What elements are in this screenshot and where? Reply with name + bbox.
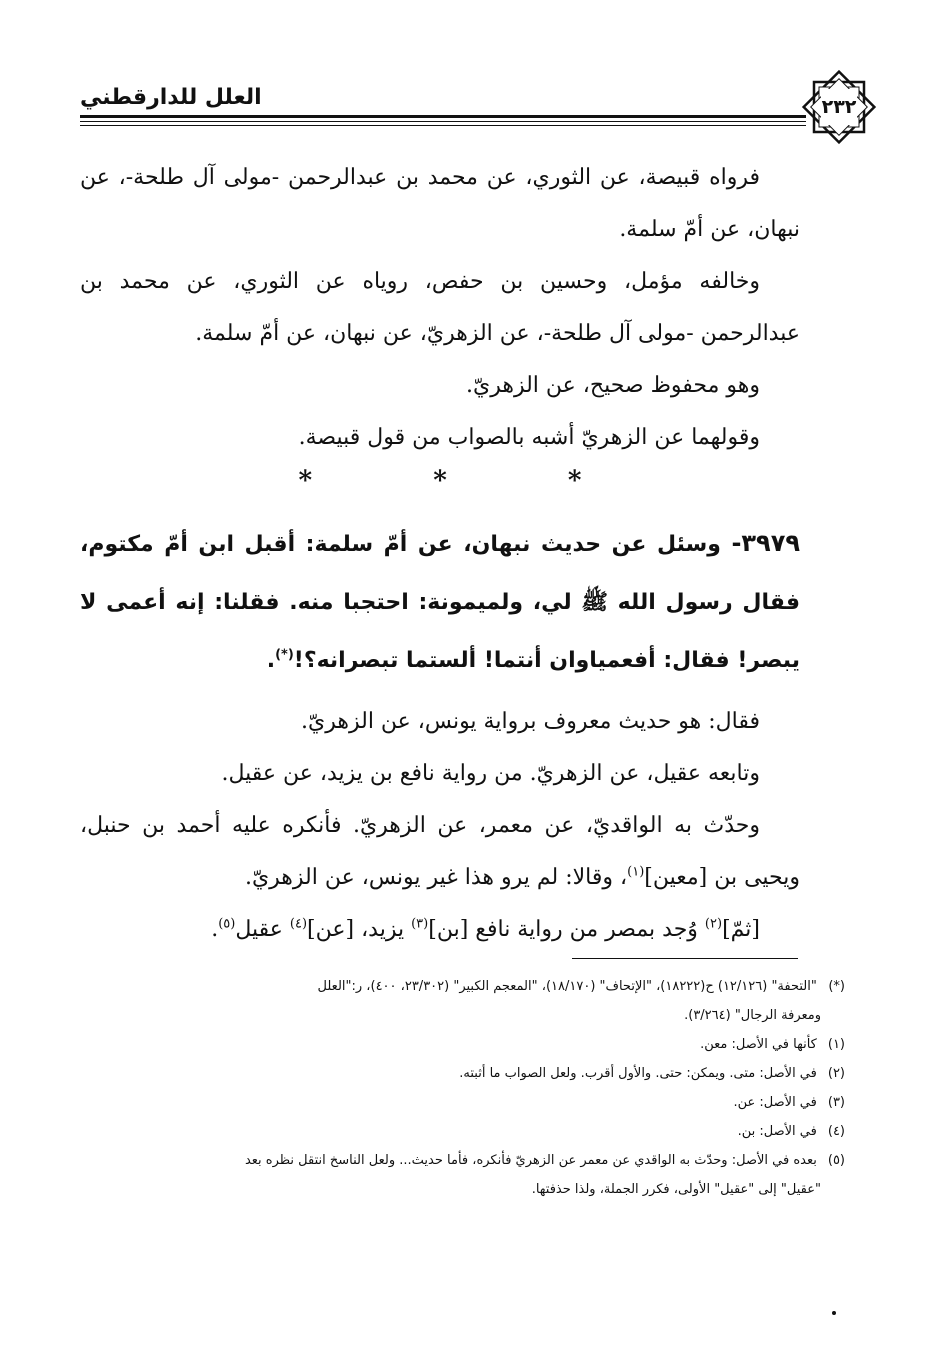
main-text xyxy=(80,152,800,956)
paragraph: فقال: هو حديث معروف برواية يونس، عن الزهريّ. xyxy=(301,709,760,734)
question-text: وسئل عن حديث نبهان، عن أمّ سلمة: أقبل ابن أمّ مكتوم، فقال رسول الله ﷺ لي، ولميمونة: احتجبا منه. فقلنا: إنه أعمى لا يبصر! فقال: أفعمياوان أنتما! ألستما تبصرانه؟! xyxy=(80,532,800,673)
footnote-3: (٣) في الأصل: عن. xyxy=(733,1095,845,1110)
header-rules xyxy=(80,115,806,129)
question-heading: ٣٩٧٩- وسئل عن حديث نبهان، عن أمّ سلمة: أقبل ابن أمّ مكتوم، فقال رسول الله ﷺ لي، ولميمونة: احتجبا منه. فقلنا: إنه أعمى لا يبصر! فقال: أفعمياوان أنتما! ألستما تبصرانه؟!(*). xyxy=(80,529,800,673)
footnote-star: (*) "التحفة" (١٢/١٢٦) ح(١٨٢٢٢)، "الإتحاف" (١٨/١٧٠)، "المعجم الكبير" (٢٣/٣٠٢، ٤٠٠)، ر:"العلل xyxy=(317,979,845,994)
footnote-ref: (٢) xyxy=(704,916,723,932)
paragraph: وقولهما عن الزهريّ أشبه بالصواب من قول قبيصة. xyxy=(298,425,760,450)
paragraph: فرواه قبيصة، عن الثوري، عن محمد بن عبدالرحمن -مولى آل طلحة-، عن نبهان، عن أمّ سلمة. xyxy=(80,165,800,242)
section-separator: * * * xyxy=(298,466,638,496)
footnote-4: (٤) في الأصل: بن. xyxy=(737,1124,845,1139)
running-title: العلل للدارقطني xyxy=(80,85,262,110)
footnote-2: (٢) في الأصل: متى. ويمكن: حتى. والأول أقرب. ولعل الصواب ما أثبته. xyxy=(459,1066,845,1081)
footnote-ref: (٣) xyxy=(411,916,429,932)
paragraph: وتابعه عقيل، عن الزهريّ. من رواية نافع بن يزيد، عن عقيل. xyxy=(221,761,760,786)
footnote-1: (١) كأنها في الأصل: معن. xyxy=(700,1037,845,1052)
page-number-badge xyxy=(800,68,878,146)
paragraph: [ثمّ]$^{(٢)}$ وُجد بمصر من رواية نافع [بن]$^{(٣)}$ يزيد، [عن]$^{(٤)}$ عقيل$^{(٥)}$. xyxy=(211,916,760,942)
footnote-5-cont: "عقيل" إلى "عقيل" الأولى، فكرر الجملة، ولذا حذفتها. xyxy=(531,1182,821,1197)
question-number: ٣٩٧٩- xyxy=(731,529,800,557)
paragraph: وخالفه مؤمل، وحسين بن حفص، روياه عن الثوري، عن محمد بن عبدالرحمن -مولى آل طلحة-، عن الزهريّ، عن نبهان، عن أمّ سلمة. xyxy=(80,269,800,346)
paragraph: وحدّث به الواقديّ، عن معمر، عن الزهريّ. فأنكره عليه أحمد بن حنبل، ويحيى بن [معين]$^{(١)}$، وقالا: لم يرو هذا غير يونس، عن الزهريّ. xyxy=(80,813,800,890)
footnote-ref: (٥) xyxy=(218,916,236,932)
paragraph: وهو محفوظ صحيح، عن الزهريّ. xyxy=(466,373,760,398)
page-mark xyxy=(832,1311,836,1315)
footnote-5: (٥) بعده في الأصل: وحدّث به الواقدي عن معمر عن الزهريّ فأنكره، فأما حديث... ولعل الناسخ انتقل نظره بعد xyxy=(244,1153,845,1168)
footnote-ref: (٤) xyxy=(289,916,308,932)
footnotes xyxy=(80,972,845,1204)
page-number: ٢٣٢ xyxy=(821,96,857,118)
footnote-ref: (*) xyxy=(275,647,294,663)
footnote-star-cont: ومعرفة الرجال" (٣/٢٦٤). xyxy=(684,1008,821,1023)
footnote-separator xyxy=(572,958,798,959)
footnote-ref: (١) xyxy=(627,864,645,880)
